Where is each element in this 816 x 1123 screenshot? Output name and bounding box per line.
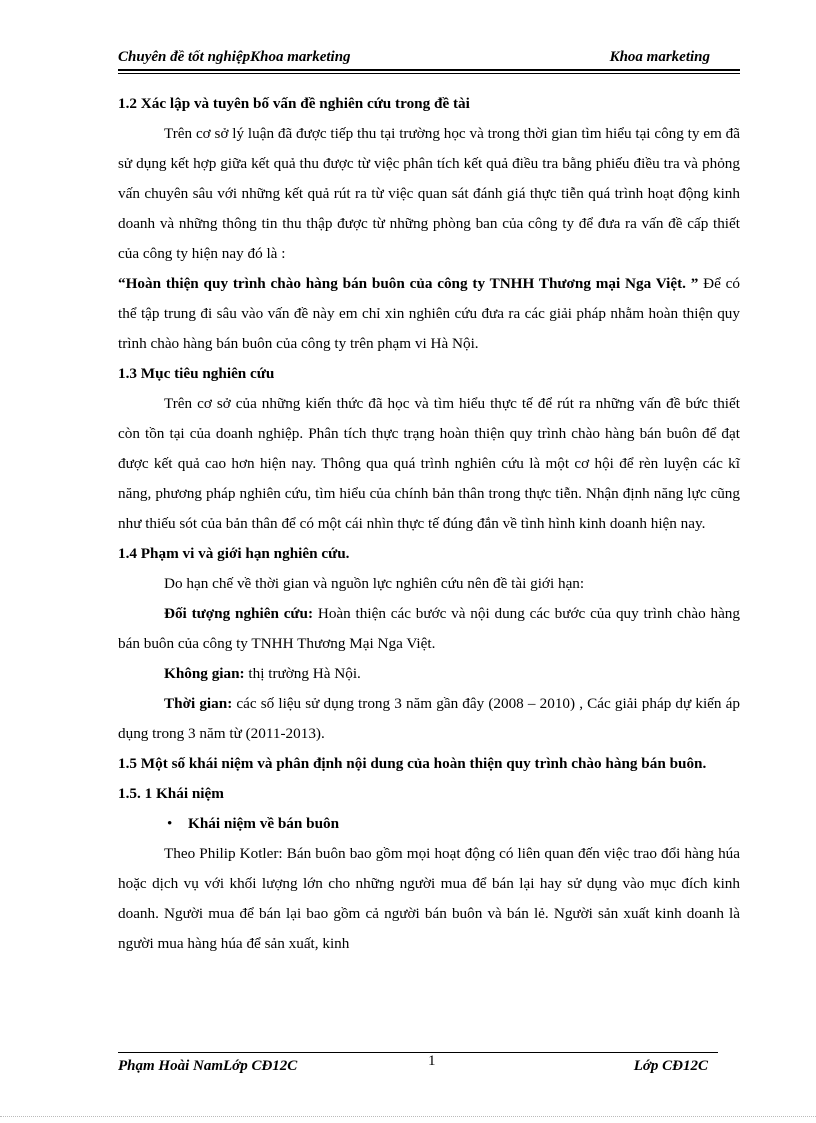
topic-description: Để có thể tập trung đi sâu vào vấn đề này em chỉ xin nghiên cứu đưa ra các giải pháp nhằm hoàn thiện quy trình chào hàng bán buôn của công ty trên phạm vi Hà Nội. [118, 275, 740, 352]
section-1-2-heading: 1.2 Xác lập và tuyên bố vấn đề nghiên cứu trong đề tài [118, 95, 470, 112]
bullet-item-text: Khái niệm về bán buôn [188, 815, 340, 832]
section-1-5-1-heading: 1.5. 1 Khái niệm [118, 785, 224, 802]
page-footer [118, 1053, 718, 1080]
research-object-label: Đối tượng nghiên cứu: [164, 605, 314, 622]
header-rule-thin [118, 73, 740, 74]
bullet-item [118, 809, 740, 839]
section-1-5-heading: 1.5 Một số khái niệm và phân định nội dung của hoàn thiện quy trình chào hàng bán buôn. [118, 755, 707, 772]
page-number: 1 [428, 1053, 436, 1069]
research-object-text: Hoàn thiện các bước và nội dung các bước của quy trình chào hàng bán buôn của công ty TNHH Thương Mại Nga Việt. [118, 605, 740, 652]
section-1-5-paragraph: Theo Philip Kotler: Bán buôn bao gồm mọi hoạt động có liên quan đến việc trao đổi hàng húa hoặc dịch vụ với khối lượng lớn cho những người mua để bán lại hay sử dụng vào mục đích kinh doanh. Người mua để bán lại bao gồm cả người bán buôn và bán lẻ. Người sản xuất kinh doanh là người mua hàng húa để sản xuất, kinh [118, 845, 740, 952]
footer-rule [118, 1052, 718, 1053]
header-left-text: Chuyên đề tốt nghiệpKhoa marketing [118, 49, 351, 65]
section-1-2-topic-paragraph [118, 269, 740, 359]
footer-left-text: Phạm Hoài NamLớp CĐ12C [118, 1058, 298, 1074]
section-1-4-intro: Do hạn chế về thời gian và nguồn lực nghiên cứu nên đề tài giới hạn: [164, 575, 585, 592]
header-rule-thick [118, 69, 740, 71]
section-1-3-heading: 1.3 Mục tiêu nghiên cứu [118, 365, 275, 382]
research-space-text: thị trường Hà Nội. [244, 665, 361, 682]
section-1-3-paragraph: Trên cơ sở của những kiến thức đã học và tìm hiểu thực tế để rút ra những vấn đề bức thiết còn tồn tại của doanh nghiệp. Phân tích thực trạng hoàn thiện quy trình chào hàng bán buôn để đạt được kết quả cao hơn hiện nay. Thông qua quá trình nghiên cứu là một cơ hội để rèn luyện các kĩ năng, phương pháp nghiên cứu, tìm hiểu của chính bản thân trong thực tiễn. Nhận định năng lực cũng như thiếu sót của bản thân để có một cái nhìn thực tế đúng đắn về tình hình kinh doanh hiện nay. [118, 395, 740, 532]
section-1-2-paragraph: Trên cơ sở lý luận đã được tiếp thu tại trường học và trong thời gian tìm hiểu tại công ty em đã sử dụng kết hợp giữa kết quả thu được từ việc phân tích kết quả điều tra bằng phiếu điều tra và phỏng vấn chuyên sâu với những kết quả rút ra từ việc quan sát đánh giá thực tiễn quá trình hoạt động kinh doanh và những thông tin thu thập được từ những phòng ban của công ty để đưa ra vấn đề cấp thiết của công ty hiện nay đó là : [118, 125, 740, 262]
bullet-dot-icon: • [167, 815, 173, 832]
section-1-4-heading: 1.4 Phạm vi và giới hạn nghiên cứu. [118, 545, 350, 562]
research-time-label: Thời gian: [164, 695, 233, 712]
header-right-text: Khoa marketing [609, 49, 710, 65]
footer-right-text: Lớp CĐ12C [633, 1058, 708, 1074]
page-body [118, 89, 740, 959]
research-object-item [118, 599, 740, 659]
page-header [118, 47, 740, 71]
research-time-text: các số liệu sử dụng trong 3 năm gần đây (2008 – 2010) , Các giải pháp dự kiến áp dụng trong 3 năm từ (2011-2013). [118, 695, 740, 742]
research-space-item [118, 659, 740, 689]
research-space-label: Không gian: [164, 665, 245, 682]
research-time-item [118, 689, 740, 749]
topic-title: “Hoàn thiện quy trình chào hàng bán buôn của công ty TNHH Thương mại Nga Việt. ” [118, 275, 699, 292]
page-boundary-divider [0, 1116, 816, 1117]
